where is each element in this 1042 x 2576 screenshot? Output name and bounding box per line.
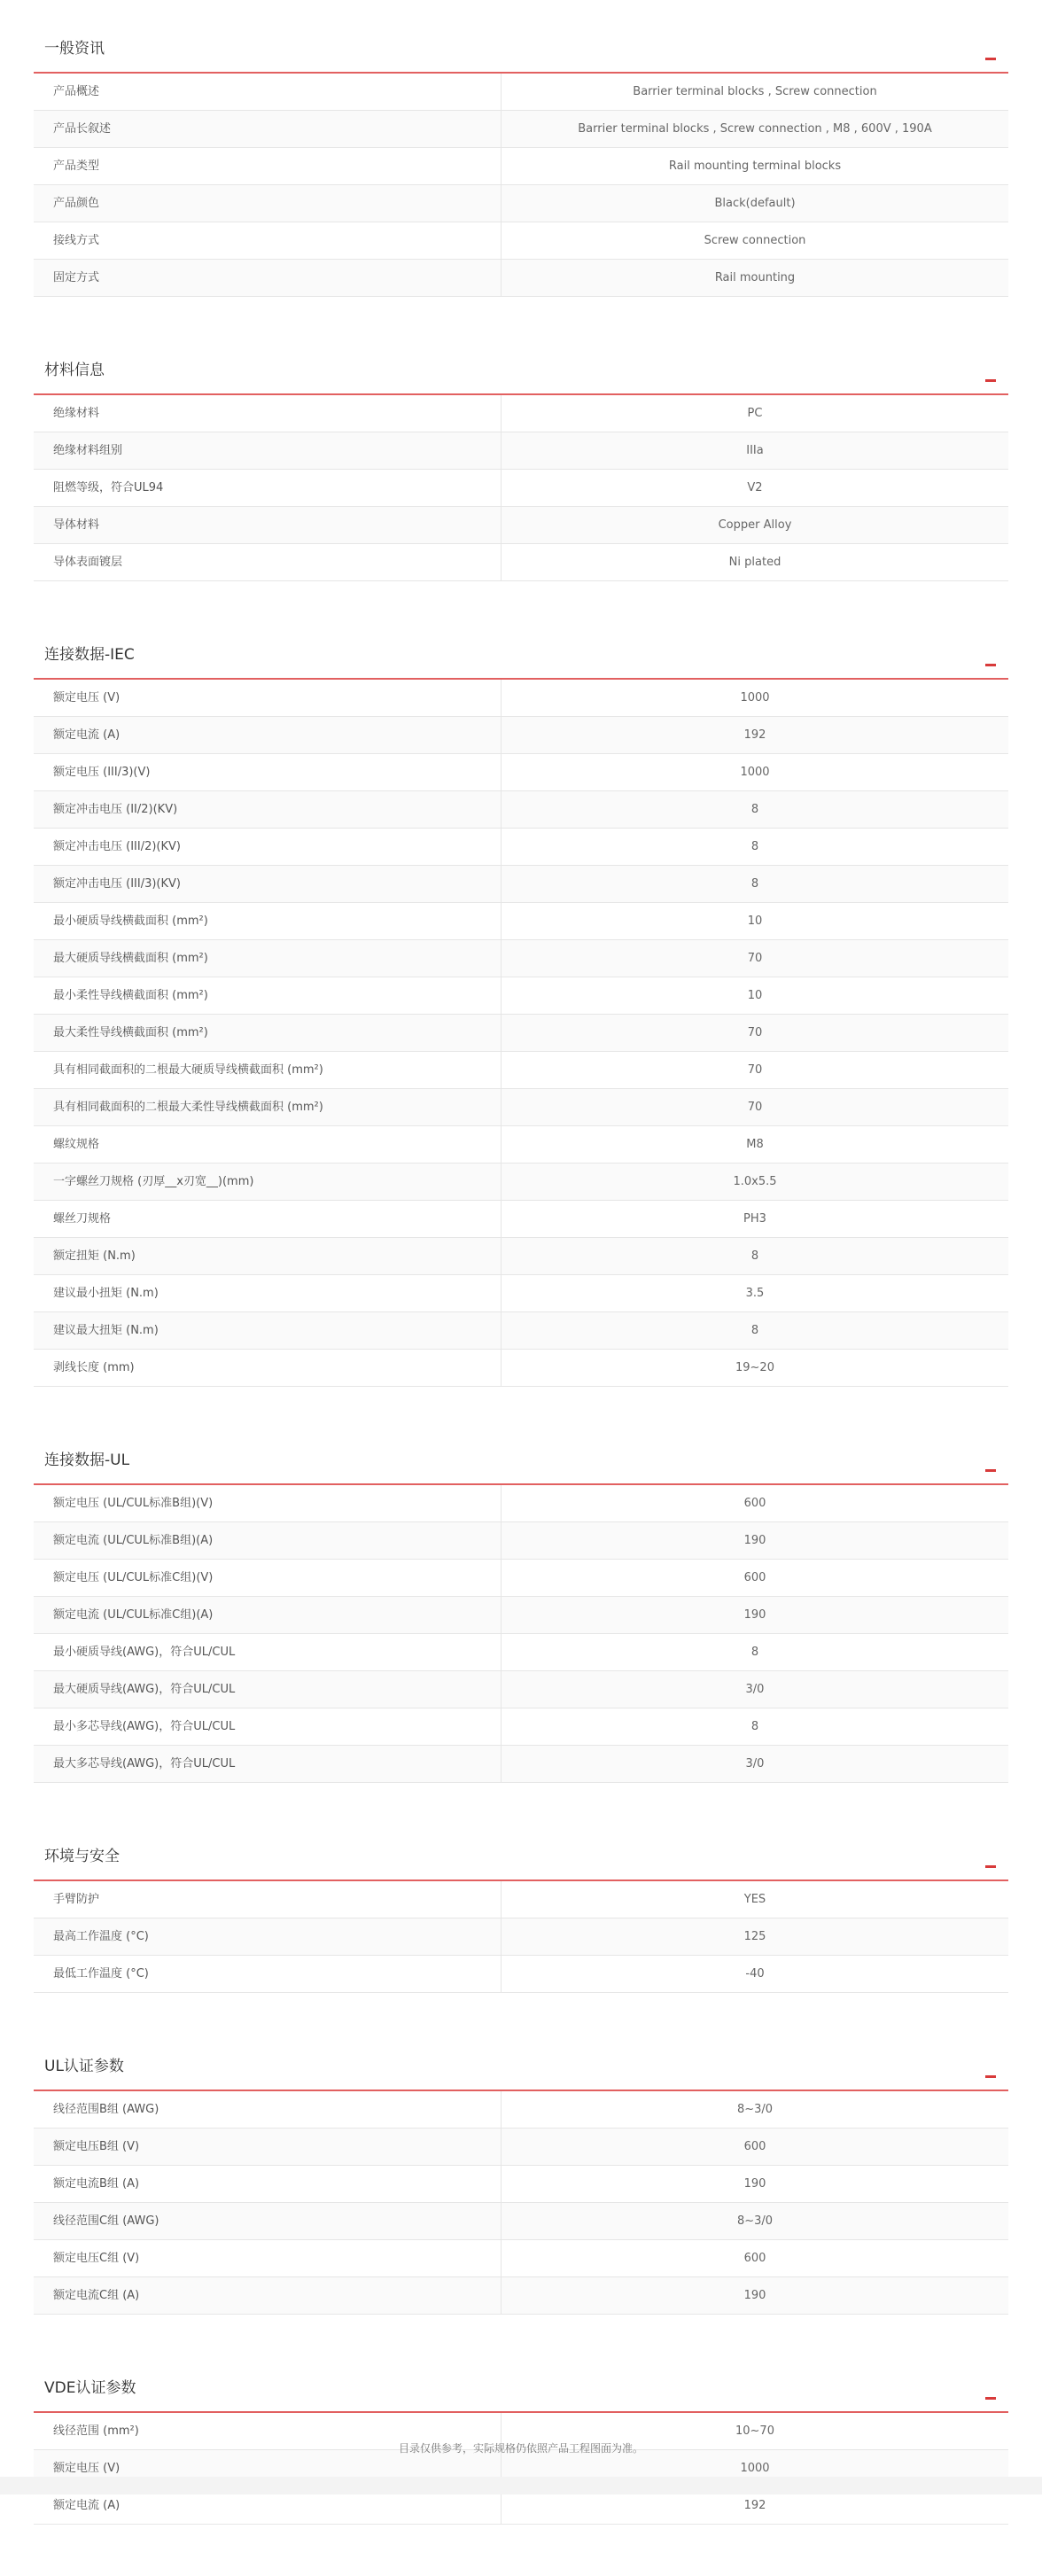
collapse-minus-icon[interactable] <box>985 2075 996 2078</box>
table-row <box>34 1312 1008 1350</box>
collapse-minus-icon[interactable] <box>985 1469 996 1472</box>
spec-label: 额定电压 (III/3)(V) <box>34 754 502 790</box>
table-row <box>34 148 1008 185</box>
spec-section <box>34 1438 1008 1783</box>
table-row <box>34 1052 1008 1089</box>
table-row <box>34 1089 1008 1126</box>
spec-label: 具有相同截面积的二根最大柔性导线横截面积 (mm²) <box>34 1089 502 1125</box>
spec-value: PC <box>747 407 763 420</box>
spec-label: 最大硬质导线(AWG)，符合UL/CUL <box>34 1671 502 1708</box>
spec-label: 线径范围B组 (AWG) <box>34 2091 502 2128</box>
spec-label: 产品类型 <box>34 148 502 184</box>
spec-value: 3.5 <box>745 1287 765 1300</box>
spec-section <box>34 1834 1008 1993</box>
spec-label: 额定扭矩 (N.m) <box>34 1238 502 1274</box>
spec-value: 8 <box>750 1646 759 1659</box>
table-row <box>34 829 1008 866</box>
spec-value: 70 <box>747 1063 763 1077</box>
section-header <box>34 348 1008 395</box>
spec-label: 最高工作温度 (°C) <box>34 1918 502 1955</box>
table-row <box>34 185 1008 222</box>
spec-label: 产品颜色 <box>34 185 502 222</box>
collapse-minus-icon[interactable] <box>985 664 996 666</box>
spec-value: Barrier terminal blocks , Screw connection , M8 , 600V , 190A <box>578 122 932 136</box>
spec-label: 绝缘材料组别 <box>34 432 502 469</box>
footer-note: 目录仅供参考，实际规格仍依照产品工程图面为准。 <box>398 2442 643 2455</box>
table-row <box>34 1275 1008 1312</box>
table-row <box>34 1881 1008 1918</box>
spec-value: 70 <box>747 1101 763 1114</box>
spec-label: 具有相同截面积的二根最大硬质导线横截面积 (mm²) <box>34 1052 502 1088</box>
spec-label: 导体表面镀层 <box>34 544 502 580</box>
spec-label: 额定电压C组 (V) <box>34 2240 502 2276</box>
spec-value: 8 <box>750 803 759 816</box>
spec-label: 最大多芯导线(AWG)，符合UL/CUL <box>34 1746 502 1782</box>
spec-value: 1000 <box>740 691 770 704</box>
section-title: 连接数据-UL <box>44 1451 130 1469</box>
table-row <box>34 1201 1008 1238</box>
table-row <box>34 1163 1008 1201</box>
table-row <box>34 2277 1008 2315</box>
spec-value: Ni plated <box>728 556 782 569</box>
spec-label: 最小多芯导线(AWG)，符合UL/CUL <box>34 1708 502 1745</box>
spec-label: 产品概述 <box>34 74 502 110</box>
spec-value: 3/0 <box>745 1757 765 1771</box>
spec-value: 192 <box>743 728 766 742</box>
section-header <box>34 1438 1008 1485</box>
spec-value: 190 <box>743 1534 766 1547</box>
bottom-bar <box>0 2477 1042 2494</box>
spec-value: 8 <box>750 877 759 891</box>
spec-value: 125 <box>743 1930 766 1943</box>
spec-label: 额定电流 (UL/CUL标准B组)(A) <box>34 1522 502 1559</box>
table-row <box>34 1746 1008 1783</box>
section-header <box>34 633 1008 680</box>
spec-value: Barrier terminal blocks , Screw connection <box>633 85 877 98</box>
spec-value: Rail mounting terminal blocks <box>668 160 842 173</box>
table-row <box>34 2240 1008 2277</box>
spec-value: 19~20 <box>735 1361 774 1374</box>
table-row <box>34 2166 1008 2203</box>
spec-value: V2 <box>747 481 763 494</box>
spec-label: 额定电压 (V) <box>34 2450 502 2487</box>
spec-label: 建议最小扭矩 (N.m) <box>34 1275 502 1311</box>
table-row <box>34 1560 1008 1597</box>
section-title: 材料信息 <box>44 362 105 379</box>
table-row <box>34 1522 1008 1560</box>
spec-label: 额定电流 (A) <box>34 717 502 753</box>
table-row <box>34 1956 1008 1993</box>
collapse-minus-icon[interactable] <box>985 379 996 382</box>
table-row <box>34 1634 1008 1671</box>
spec-table <box>34 1485 1008 1783</box>
table-row <box>34 544 1008 581</box>
spec-table <box>34 680 1008 1387</box>
spec-label: 产品长叙述 <box>34 111 502 147</box>
table-row <box>34 470 1008 507</box>
spec-label: 额定冲击电压 (III/3)(KV) <box>34 866 502 902</box>
spec-value: 8 <box>750 1324 759 1337</box>
spec-label: 额定电压 (UL/CUL标准B组)(V) <box>34 1485 502 1521</box>
spec-label: 线径范围C组 (AWG) <box>34 2203 502 2239</box>
section-header <box>34 2366 1008 2413</box>
spec-section <box>34 27 1008 297</box>
table-row <box>34 1350 1008 1387</box>
section-title: 连接数据-IEC <box>44 646 135 664</box>
table-row <box>34 111 1008 148</box>
spec-value: PH3 <box>743 1212 766 1226</box>
table-row <box>34 717 1008 754</box>
spec-value: 600 <box>743 2140 766 2153</box>
spec-table <box>34 395 1008 581</box>
spec-value: Black(default) <box>714 197 796 210</box>
table-row <box>34 977 1008 1015</box>
spec-table <box>34 2091 1008 2315</box>
spec-value: 190 <box>743 2177 766 2191</box>
spec-label: 额定电流B组 (A) <box>34 2166 502 2202</box>
spec-section <box>34 2044 1008 2315</box>
collapse-minus-icon[interactable] <box>985 1865 996 1868</box>
spec-value: 70 <box>747 1026 763 1039</box>
spec-table <box>34 1881 1008 1993</box>
table-row <box>34 395 1008 432</box>
spec-page <box>34 27 1008 2576</box>
spec-value: 8 <box>750 1720 759 1733</box>
spec-value: 3/0 <box>745 1683 765 1696</box>
spec-label: 最低工作温度 (°C) <box>34 1956 502 1992</box>
spec-label: 最小硬质导线横截面积 (mm²) <box>34 903 502 939</box>
spec-label: 额定冲击电压 (II/2)(KV) <box>34 791 502 828</box>
spec-label: 额定电压 (V) <box>34 680 502 716</box>
table-row <box>34 2091 1008 2129</box>
spec-label: 绝缘材料 <box>34 395 502 432</box>
spec-value: 8~3/0 <box>736 2103 774 2116</box>
spec-label: 一字螺丝刀规格 (刃厚__x刃宽__)(mm) <box>34 1163 502 1200</box>
spec-value: 190 <box>743 1608 766 1622</box>
spec-value: 8~3/0 <box>736 2214 774 2228</box>
spec-label: 最大柔性导线横截面积 (mm²) <box>34 1015 502 1051</box>
spec-label: 阻燃等级，符合UL94 <box>34 470 502 506</box>
spec-value: 10 <box>747 989 763 1002</box>
collapse-minus-icon[interactable] <box>985 2397 996 2400</box>
spec-value: YES <box>743 1893 766 1906</box>
table-row <box>34 1238 1008 1275</box>
spec-label: 额定冲击电压 (III/2)(KV) <box>34 829 502 865</box>
spec-value: 1.0x5.5 <box>733 1175 777 1188</box>
table-row <box>34 866 1008 903</box>
spec-label: 螺丝刀规格 <box>34 1201 502 1237</box>
table-row <box>34 1597 1008 1634</box>
spec-table <box>34 2413 1008 2525</box>
spec-label: 最小柔性导线横截面积 (mm²) <box>34 977 502 1014</box>
table-row <box>34 2203 1008 2240</box>
table-row <box>34 754 1008 791</box>
spec-label: 螺纹规格 <box>34 1126 502 1163</box>
section-header <box>34 27 1008 74</box>
section-header <box>34 1834 1008 1881</box>
spec-value: 70 <box>747 952 763 965</box>
spec-value: 600 <box>743 1497 766 1510</box>
section-header <box>34 2044 1008 2091</box>
spec-value: 600 <box>743 2252 766 2265</box>
spec-label: 额定电流 (UL/CUL标准C组)(A) <box>34 1597 502 1633</box>
spec-value: 192 <box>743 2499 766 2512</box>
spec-value: 1000 <box>740 766 770 779</box>
spec-label: 额定电流C组 (A) <box>34 2277 502 2314</box>
table-row <box>34 2129 1008 2166</box>
table-row <box>34 260 1008 297</box>
table-row <box>34 507 1008 544</box>
spec-section <box>34 633 1008 1387</box>
spec-label: 额定电压B组 (V) <box>34 2129 502 2165</box>
spec-value: 600 <box>743 1571 766 1584</box>
table-row <box>34 74 1008 111</box>
spec-value: 8 <box>750 840 759 853</box>
table-row <box>34 1671 1008 1708</box>
spec-label: 最小硬质导线(AWG)，符合UL/CUL <box>34 1634 502 1670</box>
spec-value: Rail mounting <box>714 271 796 284</box>
section-title: 环境与安全 <box>44 1848 120 1865</box>
spec-value: Copper Alloy <box>718 518 792 532</box>
table-row <box>34 1015 1008 1052</box>
spec-value: 10 <box>747 914 763 928</box>
table-row <box>34 680 1008 717</box>
spec-value: 8 <box>750 1249 759 1263</box>
table-row <box>34 1485 1008 1522</box>
spec-value: 190 <box>743 2289 766 2302</box>
table-row <box>34 432 1008 470</box>
spec-value: IIIa <box>746 444 764 457</box>
table-row <box>34 940 1008 977</box>
spec-label: 额定电流 (A) <box>34 2487 502 2524</box>
spec-value: 1000 <box>740 2462 770 2475</box>
spec-label: 固定方式 <box>34 260 502 296</box>
section-title: UL认证参数 <box>44 2058 124 2075</box>
table-row <box>34 903 1008 940</box>
section-title: VDE认证参数 <box>44 2379 136 2397</box>
spec-label: 最大硬质导线横截面积 (mm²) <box>34 940 502 977</box>
collapse-minus-icon[interactable] <box>985 58 996 60</box>
spec-value: Screw connection <box>704 234 806 247</box>
spec-value: M8 <box>746 1138 764 1151</box>
spec-table <box>34 74 1008 297</box>
section-title: 一般资讯 <box>44 40 105 58</box>
table-row <box>34 1708 1008 1746</box>
table-row <box>34 222 1008 260</box>
spec-section <box>34 348 1008 581</box>
spec-label: 建议最大扭矩 (N.m) <box>34 1312 502 1349</box>
spec-label: 额定电压 (UL/CUL标准C组)(V) <box>34 1560 502 1596</box>
table-row <box>34 791 1008 829</box>
spec-label: 接线方式 <box>34 222 502 259</box>
spec-label: 手臂防护 <box>34 1881 502 1918</box>
table-row <box>34 1126 1008 1163</box>
spec-label: 剥线长度 (mm) <box>34 1350 502 1386</box>
spec-label: 线径范围 (mm²) <box>34 2413 502 2449</box>
spec-value: 10~70 <box>735 2424 774 2438</box>
spec-label: 导体材料 <box>34 507 502 543</box>
spec-value: -40 <box>745 1967 765 1981</box>
table-row <box>34 1918 1008 1956</box>
